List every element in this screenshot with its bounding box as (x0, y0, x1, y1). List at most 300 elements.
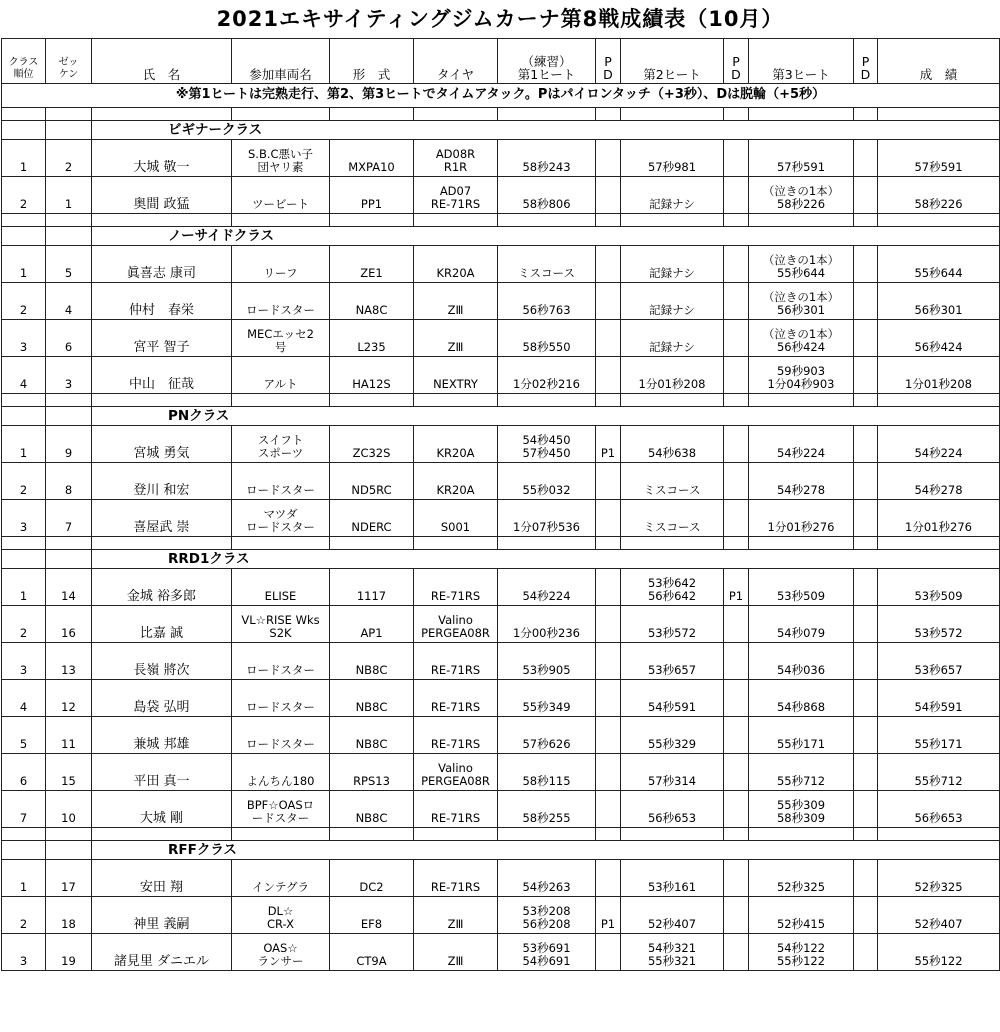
cell-line: 53秒161 (647, 880, 697, 894)
heat1-time (498, 791, 596, 828)
cell-line: 55秒329 (647, 737, 697, 751)
table-row (2, 791, 1000, 828)
cell-line: 58秒255 (522, 811, 571, 825)
result-time: 1分01秒276 (878, 500, 1000, 537)
tire-cell (414, 320, 498, 357)
cell-line: Valino (438, 613, 473, 627)
spacer-cell (749, 394, 854, 407)
spacer-cell (854, 108, 878, 121)
spacer-cell (854, 214, 878, 227)
cell-line: 55秒644 (776, 266, 826, 280)
car-name (232, 569, 330, 606)
cell-line: 55秒122 (776, 954, 826, 968)
heat3-penalty (854, 643, 878, 680)
spacer-cell (330, 214, 414, 227)
model-cell: RPS13 (330, 754, 414, 791)
model-cell: NDERC (330, 500, 414, 537)
tire-cell (414, 791, 498, 828)
car-name (232, 357, 330, 394)
rank-cell: 2 (2, 283, 46, 320)
cell-line: ロードスター (246, 303, 315, 317)
rank-cell: 2 (2, 897, 46, 934)
tire-cell (414, 177, 498, 214)
heat1-time (498, 934, 596, 971)
cell-line: 56秒424 (776, 340, 826, 354)
number-cell: 13 (46, 643, 92, 680)
car-name (232, 754, 330, 791)
car-name (232, 500, 330, 537)
cell-line: 54秒450 (522, 433, 571, 447)
cell-line: 59秒903 (776, 364, 826, 378)
heat3-penalty (854, 569, 878, 606)
cell-line: ミスコース (518, 266, 575, 280)
table-row (2, 569, 1000, 606)
spacer-cell (854, 537, 878, 550)
cell-line: 54秒691 (522, 954, 571, 968)
result-time: 1分01秒208 (878, 357, 1000, 394)
header-pd2: P D (724, 39, 749, 84)
table-row (2, 463, 1000, 500)
heat1-penalty (596, 860, 621, 897)
heat1-time (498, 897, 596, 934)
table-row (2, 754, 1000, 791)
spacer-cell (232, 394, 330, 407)
cell-line: 54秒868 (776, 700, 826, 714)
heat3-time (749, 717, 854, 754)
heat2-penalty (724, 140, 749, 177)
driver-name: 兼城 邦雄 (92, 717, 232, 754)
header-heat1: （練習） 第1ヒート (498, 39, 596, 84)
table-row (2, 860, 1000, 897)
result-time: 56秒653 (878, 791, 1000, 828)
car-name (232, 717, 330, 754)
cell-line: PERGEA08R (421, 626, 490, 640)
header-pd3: P D (854, 39, 878, 84)
cell-line: NEXTRY (433, 377, 478, 391)
heat1-penalty: P1 (596, 426, 621, 463)
spacer-cell (92, 108, 232, 121)
heat2-time (621, 426, 724, 463)
cell-line: インテグラ (251, 880, 310, 894)
cell-line: RE-71RS (430, 589, 481, 603)
heat3-penalty (854, 463, 878, 500)
cell-line: 55秒349 (522, 700, 571, 714)
heat1-penalty (596, 569, 621, 606)
heat2-penalty (724, 897, 749, 934)
number-cell: 19 (46, 934, 92, 971)
spacer-cell (621, 828, 724, 841)
heat1-penalty: P1 (596, 897, 621, 934)
class-name: RRD1クラス (92, 550, 1000, 569)
heat1-time (498, 463, 596, 500)
number-cell: 6 (46, 320, 92, 357)
tire-cell (414, 860, 498, 897)
cell-line: PERGEA08R (421, 774, 490, 788)
driver-name: 中山 征哉 (92, 357, 232, 394)
cell-line: ロードスター (246, 483, 315, 497)
driver-name: 喜屋武 崇 (92, 500, 232, 537)
heat2-penalty: P1 (724, 569, 749, 606)
cell-line: RE-71RS (430, 700, 481, 714)
cell-line: 57秒591 (776, 160, 826, 174)
table-row (2, 680, 1000, 717)
model-cell: DC2 (330, 860, 414, 897)
heat3-penalty (854, 754, 878, 791)
cell-line: BPF☆OASロ (246, 798, 315, 812)
spacer-cell (724, 537, 749, 550)
car-name (232, 934, 330, 971)
class-header-blank (46, 550, 92, 569)
spacer-cell (498, 828, 596, 841)
cell-line: ミスコース (643, 520, 701, 534)
tire-cell (414, 246, 498, 283)
header-heat2: 第2ヒート (621, 39, 724, 84)
spacer-cell (330, 394, 414, 407)
spacer-cell (414, 828, 498, 841)
driver-name: 長嶺 將次 (92, 643, 232, 680)
rank-cell: 1 (2, 569, 46, 606)
result-time: 56秒301 (878, 283, 1000, 320)
cell-line: 55秒032 (522, 483, 571, 497)
class-header-blank (2, 550, 46, 569)
cell-line: 58秒309 (776, 811, 826, 825)
heat1-time (498, 320, 596, 357)
result-time: 56秒424 (878, 320, 1000, 357)
spacer-cell (749, 214, 854, 227)
car-name (232, 320, 330, 357)
cell-line: 57秒450 (522, 446, 571, 460)
cell-line: ランサー (257, 954, 304, 968)
class-header-row (2, 841, 1000, 860)
table-row (2, 643, 1000, 680)
cell-line: 53秒572 (647, 626, 697, 640)
heat3-penalty (854, 717, 878, 754)
cell-line: 53秒509 (776, 589, 826, 603)
model-cell: NB8C (330, 791, 414, 828)
model-cell: CT9A (330, 934, 414, 971)
cell-line: 54秒591 (647, 700, 697, 714)
spacer-cell (92, 828, 232, 841)
spacer-cell (854, 394, 878, 407)
heat3-time (749, 791, 854, 828)
heat2-penalty (724, 643, 749, 680)
heat3-time (749, 897, 854, 934)
spacer-cell (232, 537, 330, 550)
spacer-cell (498, 537, 596, 550)
rank-cell: 5 (2, 717, 46, 754)
spacer-cell (414, 214, 498, 227)
result-time: 53秒509 (878, 569, 1000, 606)
class-header-blank (2, 841, 46, 860)
cell-line: AD08R (435, 147, 476, 161)
cell-line: KR20A (436, 266, 475, 280)
heat1-penalty (596, 246, 621, 283)
heat2-penalty (724, 754, 749, 791)
cell-line: 58秒550 (522, 340, 571, 354)
rank-cell: 1 (2, 246, 46, 283)
cell-line: 54秒224 (522, 589, 571, 603)
driver-name: 比嘉 誠 (92, 606, 232, 643)
heat1-penalty (596, 643, 621, 680)
cell-line: 58秒226 (776, 197, 826, 211)
heat1-time (498, 283, 596, 320)
driver-name: 登川 和宏 (92, 463, 232, 500)
cell-line: 54秒278 (776, 483, 826, 497)
cell-line: 55秒309 (776, 798, 826, 812)
heat1-time (498, 860, 596, 897)
cell-line: 54秒263 (522, 880, 571, 894)
table-row (2, 246, 1000, 283)
heat2-time (621, 643, 724, 680)
spacer-cell (46, 214, 92, 227)
cell-line: S001 (440, 520, 471, 534)
cell-line: 55秒321 (647, 954, 697, 968)
cell-line: ZⅢ (447, 303, 464, 317)
cell-line: よんちん180 (246, 774, 315, 788)
header-heat3: 第3ヒート (749, 39, 854, 84)
driver-name: 大城 剛 (92, 791, 232, 828)
cell-line: スイフト (257, 433, 304, 447)
header-car: 参加車両名 (232, 39, 330, 84)
model-cell: NB8C (330, 717, 414, 754)
cell-line: 58秒243 (522, 160, 571, 174)
rank-cell: 3 (2, 934, 46, 971)
cell-line: 1分00秒236 (513, 626, 580, 640)
cell-line: 53秒208 (522, 904, 571, 918)
cell-line: （泣きの1本） (762, 184, 840, 198)
cell-line: MECエッセ2 (247, 327, 314, 341)
cell-line: 1分01秒208 (638, 377, 706, 391)
heat1-penalty (596, 320, 621, 357)
heat3-penalty (854, 897, 878, 934)
heat1-time (498, 754, 596, 791)
number-cell: 2 (46, 140, 92, 177)
spacer-cell (878, 828, 1000, 841)
heat3-time (749, 606, 854, 643)
spacer-cell (46, 828, 92, 841)
heat1-time (498, 426, 596, 463)
heat3-penalty (854, 246, 878, 283)
model-cell: EF8 (330, 897, 414, 934)
rules-note: ※第1ヒートは完熟走行、第2、第3ヒートでタイムアタック。Pはパイロンタッチ（+3秒）、Dは脱輪（+5秒） (2, 84, 1000, 108)
cell-line: KR20A (436, 483, 475, 497)
spacer-cell (92, 214, 232, 227)
spacer-cell (414, 108, 498, 121)
cell-line: CR-X (266, 917, 294, 931)
rank-cell: 3 (2, 320, 46, 357)
model-cell: MXPA10 (330, 140, 414, 177)
spacer-cell (878, 537, 1000, 550)
cell-line: 1分07秒536 (513, 520, 580, 534)
heat1-time (498, 680, 596, 717)
tire-cell (414, 426, 498, 463)
header-row (2, 39, 1000, 84)
class-header-row (2, 550, 1000, 569)
heat3-penalty (854, 500, 878, 537)
cell-line: 57秒626 (522, 737, 571, 751)
heat2-time (621, 283, 724, 320)
cell-line: スポーツ (257, 446, 304, 460)
heat1-penalty (596, 463, 621, 500)
heat3-penalty (854, 177, 878, 214)
cell-line: 1分02秒216 (513, 377, 580, 391)
spacer-row (2, 108, 1000, 121)
model-cell: NB8C (330, 643, 414, 680)
heat2-penalty (724, 500, 749, 537)
cell-line: 56秒301 (776, 303, 826, 317)
spacer-cell (596, 828, 621, 841)
heat2-time (621, 791, 724, 828)
heat2-penalty (724, 426, 749, 463)
result-time: 55秒644 (878, 246, 1000, 283)
tire-cell (414, 680, 498, 717)
spacer-cell (232, 108, 330, 121)
table-row (2, 426, 1000, 463)
driver-name: 奥間 政猛 (92, 177, 232, 214)
spacer-cell (878, 214, 1000, 227)
spacer-cell (596, 537, 621, 550)
result-time: 53秒657 (878, 643, 1000, 680)
cell-line: KR20A (436, 446, 475, 460)
heat3-penalty (854, 860, 878, 897)
heat2-time (621, 606, 724, 643)
cell-line: 56秒763 (522, 303, 571, 317)
result-time: 58秒226 (878, 177, 1000, 214)
model-cell: NB8C (330, 680, 414, 717)
car-name (232, 140, 330, 177)
cell-line: 55秒712 (776, 774, 826, 788)
cell-line: （泣きの1本） (762, 253, 840, 267)
driver-name: 金城 裕多郎 (92, 569, 232, 606)
heat3-penalty (854, 791, 878, 828)
cell-line: ロードスター (246, 663, 315, 677)
heat1-time (498, 357, 596, 394)
heat3-penalty (854, 606, 878, 643)
class-name: ビギナークラス (92, 121, 1000, 140)
number-cell: 1 (46, 177, 92, 214)
tire-cell (414, 500, 498, 537)
rank-cell: 3 (2, 500, 46, 537)
heat2-penalty (724, 680, 749, 717)
spacer-cell (2, 394, 46, 407)
spacer-cell (330, 108, 414, 121)
table-row (2, 177, 1000, 214)
driver-name: 大城 敬一 (92, 140, 232, 177)
number-cell: 10 (46, 791, 92, 828)
cell-line: 1分04秒903 (767, 377, 835, 391)
cell-line: ロードスター (246, 737, 315, 751)
car-name (232, 463, 330, 500)
spacer-cell (46, 394, 92, 407)
cell-line: ードスター (251, 811, 310, 825)
model-cell: NA8C (330, 283, 414, 320)
driver-name: 安田 翔 (92, 860, 232, 897)
model-cell: L235 (330, 320, 414, 357)
heat3-time (749, 680, 854, 717)
header-model: 形 式 (330, 39, 414, 84)
spacer-cell (232, 214, 330, 227)
header-tire: タイヤ (414, 39, 498, 84)
spacer-cell (92, 537, 232, 550)
cell-line: 52秒415 (776, 917, 826, 931)
number-cell: 17 (46, 860, 92, 897)
tire-cell (414, 463, 498, 500)
cell-line: 54秒321 (647, 941, 697, 955)
spacer-cell (724, 394, 749, 407)
heat3-time (749, 140, 854, 177)
heat3-penalty (854, 283, 878, 320)
cell-line: 57秒314 (647, 774, 697, 788)
class-header-blank (46, 407, 92, 426)
heat2-time (621, 934, 724, 971)
cell-line: 57秒981 (647, 160, 697, 174)
cell-line: S2K (269, 626, 292, 640)
spacer-cell (596, 214, 621, 227)
spacer-cell (498, 394, 596, 407)
heat1-penalty (596, 606, 621, 643)
rank-cell: 4 (2, 357, 46, 394)
car-name (232, 283, 330, 320)
class-name: RFFクラス (92, 841, 1000, 860)
cell-line: S.B.C悪い子 (247, 147, 314, 161)
table-row (2, 357, 1000, 394)
rank-cell: 3 (2, 643, 46, 680)
result-time: 54秒278 (878, 463, 1000, 500)
header-number: ゼッ ケン (46, 39, 92, 84)
spacer-cell (749, 537, 854, 550)
tire-cell (414, 283, 498, 320)
cell-line: OAS☆ (263, 941, 298, 955)
cell-line: 53秒642 (647, 576, 697, 590)
result-time: 53秒572 (878, 606, 1000, 643)
heat2-time (621, 246, 724, 283)
heat2-time (621, 754, 724, 791)
class-header-row (2, 121, 1000, 140)
heat3-time (749, 320, 854, 357)
header-rank: クラス 順位 (2, 39, 46, 84)
result-time: 55秒171 (878, 717, 1000, 754)
heat1-penalty (596, 177, 621, 214)
cell-line: 58秒115 (522, 774, 571, 788)
number-cell: 5 (46, 246, 92, 283)
rank-cell: 2 (2, 463, 46, 500)
class-header-blank (46, 121, 92, 140)
class-name: ノーサイドクラス (92, 227, 1000, 246)
heat2-penalty (724, 246, 749, 283)
car-name (232, 643, 330, 680)
spacer-cell (621, 108, 724, 121)
heat1-penalty (596, 680, 621, 717)
heat2-time (621, 140, 724, 177)
class-header-blank (46, 841, 92, 860)
header-pd1: P D (596, 39, 621, 84)
spacer-cell (414, 394, 498, 407)
table-row (2, 320, 1000, 357)
spacer-cell (621, 537, 724, 550)
heat2-time (621, 860, 724, 897)
spacer-cell (724, 108, 749, 121)
cell-line: Valino (438, 761, 473, 775)
spacer-row (2, 214, 1000, 227)
heat2-time (621, 569, 724, 606)
spacer-cell (2, 108, 46, 121)
heat1-time (498, 569, 596, 606)
spacer-cell (749, 108, 854, 121)
spacer-cell (2, 537, 46, 550)
cell-line: ツービート (251, 197, 310, 211)
model-cell: ZE1 (330, 246, 414, 283)
car-name (232, 177, 330, 214)
